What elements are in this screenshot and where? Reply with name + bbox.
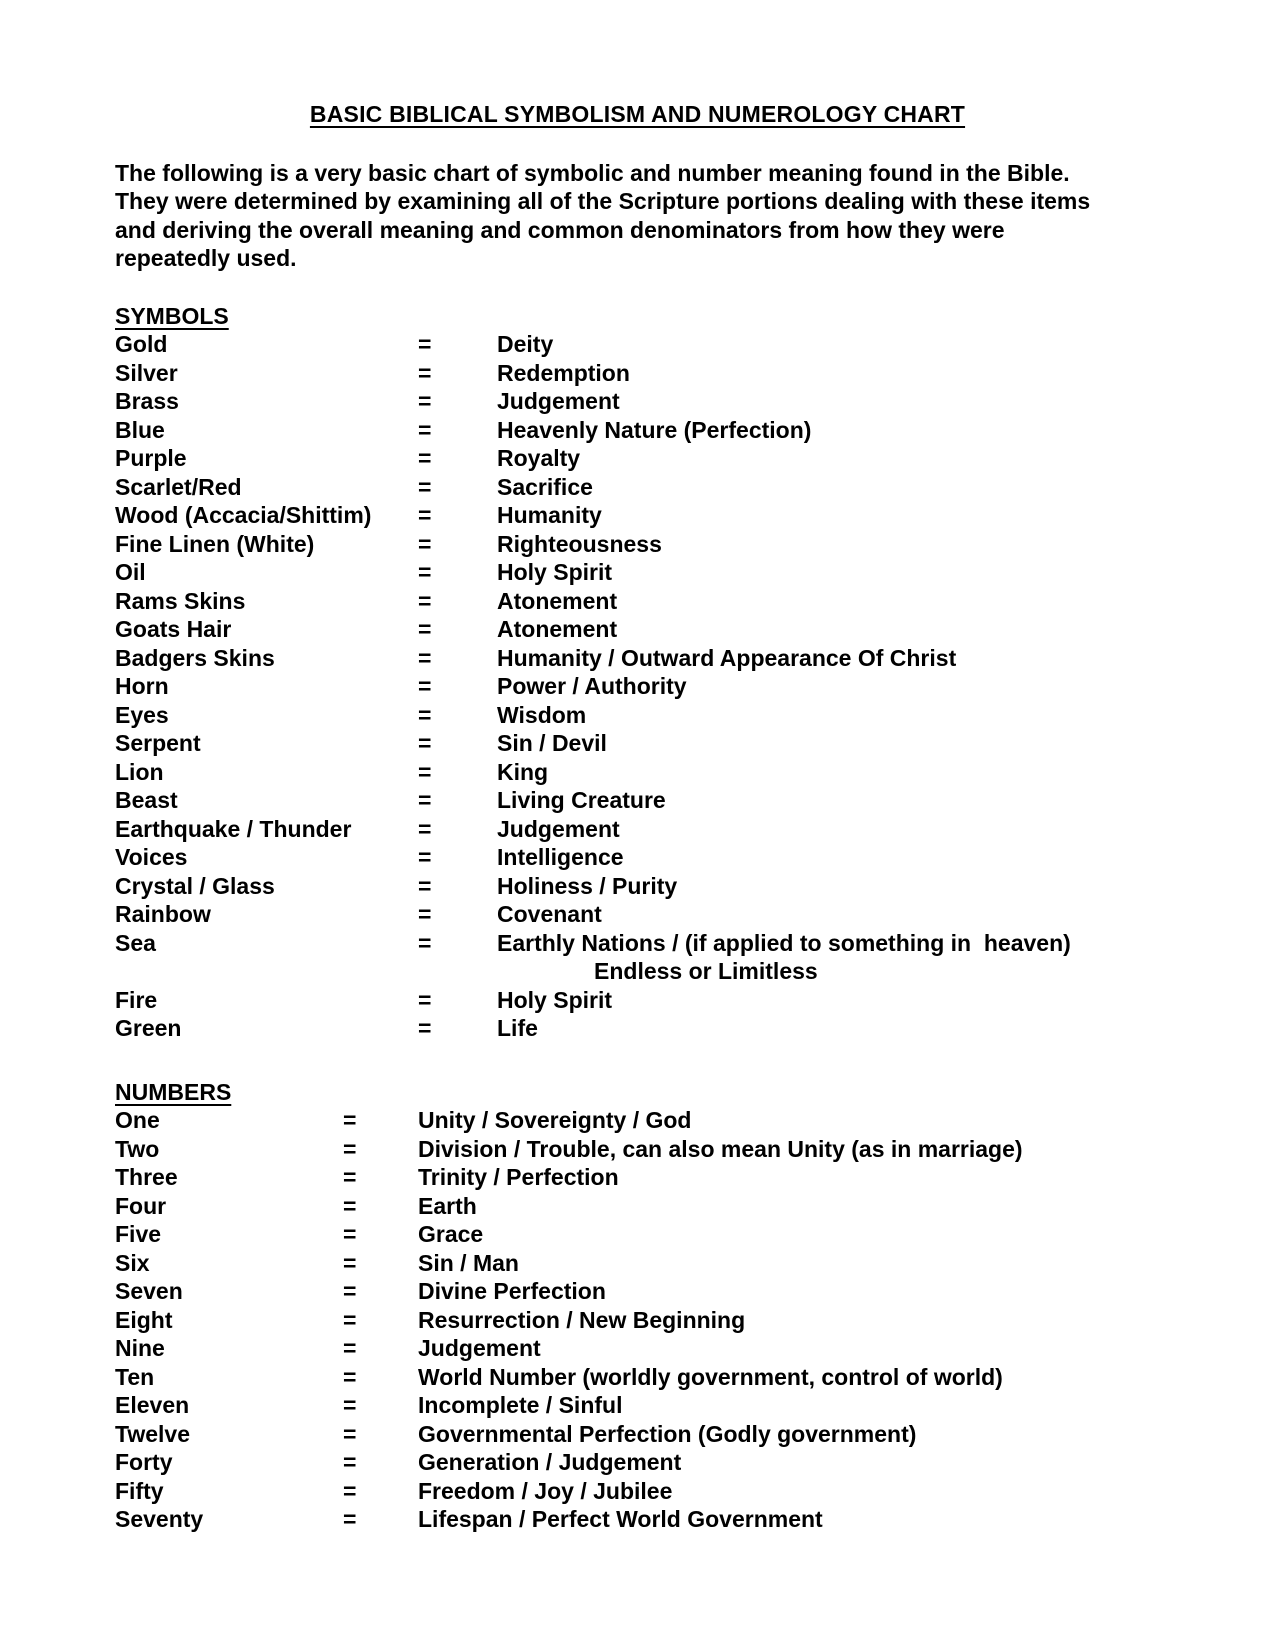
term-cell: Four xyxy=(115,1192,167,1219)
meaning-text: Holy Spirit xyxy=(497,559,613,585)
term-cell: Fine Linen (White) xyxy=(115,530,315,557)
meaning-cell xyxy=(497,701,1225,730)
table-row xyxy=(115,986,1225,1015)
symbols-table xyxy=(115,330,1225,1043)
meaning-cell xyxy=(497,672,1225,701)
table-row xyxy=(115,387,1225,416)
meaning-text: Freedom / Joy / Jubilee xyxy=(418,1477,673,1504)
term-cell: Crystal / Glass xyxy=(115,872,275,899)
meaning-cell xyxy=(497,359,1225,388)
term-cell: Earthquake / Thunder xyxy=(115,815,352,842)
meaning-cell xyxy=(418,1334,1225,1363)
meaning-text: Righteousness xyxy=(497,530,662,557)
equals-sign: = xyxy=(418,530,432,557)
term-cell: Six xyxy=(115,1249,150,1276)
equals-sign: = xyxy=(418,844,432,870)
table-row xyxy=(115,1420,1225,1449)
equals-sign: = xyxy=(418,445,432,471)
meaning-text: Deity xyxy=(497,331,554,357)
meaning-cell xyxy=(418,1391,1225,1420)
meaning-cell xyxy=(497,786,1225,815)
meaning-cell xyxy=(418,1363,1225,1392)
term-cell: Oil xyxy=(115,559,146,585)
term-cell: Twelve xyxy=(115,1420,190,1447)
meaning-cell xyxy=(418,1163,1225,1192)
term-cell: Badgers Skins xyxy=(115,644,275,671)
equals-sign: = xyxy=(418,644,432,671)
table-row xyxy=(115,587,1225,616)
table-row xyxy=(115,1106,1225,1135)
page-title: BASIC BIBLICAL SYMBOLISM AND NUMEROLOGY CHART xyxy=(309,101,966,127)
term-cell: Fire xyxy=(115,986,158,1013)
intro-line: They were determined by examining all of the Scripture portions dealing with these items xyxy=(115,188,1091,214)
intro-line: The following is a very basic chart of symbolic and number meaning found in the Bible. xyxy=(115,159,1070,186)
equals-sign: = xyxy=(418,416,432,443)
equals-sign: = xyxy=(418,473,432,500)
table-row xyxy=(115,530,1225,559)
term-cell: Voices xyxy=(115,844,188,870)
table-row xyxy=(115,843,1225,872)
table-row xyxy=(115,1014,1225,1043)
meaning-text: Sin / Devil xyxy=(497,730,607,756)
term-cell: One xyxy=(115,1107,160,1133)
meaning-cell xyxy=(418,1192,1225,1221)
meaning-text: Humanity xyxy=(497,502,602,528)
meaning-cell xyxy=(497,530,1225,559)
table-row xyxy=(115,330,1225,359)
equals-sign: = xyxy=(418,787,432,813)
equals-sign: = xyxy=(343,1278,357,1304)
equals-sign: = xyxy=(343,1420,357,1447)
meaning-cell xyxy=(497,872,1225,901)
table-row xyxy=(115,644,1225,673)
meaning-text: Atonement xyxy=(497,616,618,642)
term-cell: Horn xyxy=(115,673,169,699)
table-row xyxy=(115,1334,1225,1363)
equals-sign: = xyxy=(418,986,432,1013)
term-cell: Seven xyxy=(115,1278,183,1304)
meaning-cell xyxy=(418,1505,1225,1534)
equals-sign: = xyxy=(343,1506,357,1532)
table-row xyxy=(115,672,1225,701)
meaning-text: Judgement xyxy=(497,815,620,842)
meaning-text: Trinity / Perfection xyxy=(418,1164,619,1190)
meaning-cell xyxy=(497,729,1225,758)
equals-sign: = xyxy=(418,388,432,414)
equals-sign: = xyxy=(418,758,432,785)
meaning-text: Heavenly Nature (Perfection) xyxy=(497,416,812,443)
meaning-text: Judgement xyxy=(418,1335,541,1361)
term-cell: Nine xyxy=(115,1335,165,1361)
term-cell: Purple xyxy=(115,445,187,471)
meaning-cell xyxy=(418,1220,1225,1249)
meaning-text: Holiness / Purity xyxy=(497,872,678,899)
equals-sign: = xyxy=(418,587,432,614)
meaning-text: Unity / Sovereignty / God xyxy=(418,1107,692,1133)
term-cell: Eleven xyxy=(115,1392,190,1418)
meaning-text: Life xyxy=(497,1015,538,1041)
term-cell: Seventy xyxy=(115,1506,204,1532)
meaning-cell xyxy=(497,330,1225,359)
table-row xyxy=(115,729,1225,758)
meaning-text: Power / Authority xyxy=(497,673,687,699)
meaning-cell xyxy=(497,929,1225,986)
meaning-text: Resurrection / New Beginning xyxy=(418,1306,746,1333)
meaning-text: Intelligence xyxy=(497,844,624,870)
term-cell: Rainbow xyxy=(115,901,211,927)
table-row xyxy=(115,929,1225,986)
equals-sign: = xyxy=(343,1192,357,1219)
meaning-text: Holy Spirit xyxy=(497,986,613,1013)
meaning-text: Governmental Perfection (Godly government) xyxy=(418,1420,917,1447)
table-row xyxy=(115,558,1225,587)
table-row xyxy=(115,1163,1225,1192)
table-row xyxy=(115,872,1225,901)
table-row xyxy=(115,701,1225,730)
symbols-section xyxy=(115,302,1225,1043)
meaning-cell xyxy=(497,615,1225,644)
meaning-cell xyxy=(497,587,1225,616)
term-cell: Ten xyxy=(115,1363,155,1390)
meaning-cell xyxy=(418,1448,1225,1477)
table-row xyxy=(115,473,1225,502)
meaning-cell xyxy=(418,1420,1225,1449)
intro-line: repeatedly used. xyxy=(115,245,297,271)
meaning-cell xyxy=(497,900,1225,929)
equals-sign: = xyxy=(418,673,432,699)
equals-sign: = xyxy=(418,1015,432,1041)
meaning-text: Covenant xyxy=(497,901,602,927)
equals-sign: = xyxy=(418,502,432,528)
equals-sign: = xyxy=(418,730,432,756)
meaning-text: Earthly Nations / (if applied to something in heaven) xyxy=(497,929,1071,956)
meaning-text: Divine Perfection xyxy=(418,1278,606,1304)
equals-sign: = xyxy=(343,1449,357,1475)
equals-sign: = xyxy=(418,815,432,842)
meaning-text: Grace xyxy=(418,1221,484,1247)
numbers-table xyxy=(115,1106,1225,1534)
meaning-cell xyxy=(497,644,1225,673)
equals-sign: = xyxy=(418,901,432,927)
equals-sign: = xyxy=(343,1335,357,1361)
intro-paragraph xyxy=(115,159,1225,273)
equals-sign: = xyxy=(343,1135,357,1162)
table-row xyxy=(115,1448,1225,1477)
table-row xyxy=(115,1192,1225,1221)
meaning-text: Redemption xyxy=(497,359,630,386)
table-row xyxy=(115,815,1225,844)
equals-sign: = xyxy=(418,701,432,728)
term-cell: Gold xyxy=(115,331,168,357)
meaning-cell xyxy=(497,473,1225,502)
meaning-cell xyxy=(418,1306,1225,1335)
table-row xyxy=(115,1363,1225,1392)
term-cell: Blue xyxy=(115,416,165,443)
numbers-section xyxy=(115,1078,1225,1534)
equals-sign: = xyxy=(418,616,432,642)
meaning-cell xyxy=(497,843,1225,872)
term-cell: Brass xyxy=(115,388,179,414)
page-content xyxy=(0,159,1275,1534)
equals-sign: = xyxy=(343,1363,357,1390)
meaning-text: Sin / Man xyxy=(418,1249,519,1276)
meaning-text: Division / Trouble, can also mean Unity (as in marriage) xyxy=(418,1135,1023,1162)
equals-sign: = xyxy=(343,1306,357,1333)
table-row xyxy=(115,1220,1225,1249)
meaning-text: King xyxy=(497,758,549,785)
table-row xyxy=(115,444,1225,473)
table-row xyxy=(115,615,1225,644)
meaning-text: Lifespan / Perfect World Government xyxy=(418,1506,823,1532)
meaning-text: Generation / Judgement xyxy=(418,1449,682,1475)
table-row xyxy=(115,416,1225,445)
term-cell: Goats Hair xyxy=(115,616,232,642)
meaning-cell xyxy=(497,444,1225,473)
term-cell: Beast xyxy=(115,787,178,813)
equals-sign: = xyxy=(343,1249,357,1276)
table-row xyxy=(115,501,1225,530)
meaning-cell xyxy=(497,1014,1225,1043)
meaning-cell xyxy=(497,815,1225,844)
meaning-text: Wisdom xyxy=(497,701,587,728)
meaning-cell xyxy=(418,1249,1225,1278)
table-row xyxy=(115,758,1225,787)
term-cell: Lion xyxy=(115,758,164,785)
meaning-text: Earth xyxy=(418,1192,477,1219)
table-row xyxy=(115,359,1225,388)
term-cell: Fifty xyxy=(115,1477,164,1504)
term-cell: Five xyxy=(115,1221,162,1247)
term-cell: Forty xyxy=(115,1449,173,1475)
meaning-cell xyxy=(497,416,1225,445)
term-cell: Serpent xyxy=(115,730,201,756)
meaning-text: Humanity / Outward Appearance Of Christ xyxy=(497,644,957,671)
meaning-cell xyxy=(418,1477,1225,1506)
equals-sign: = xyxy=(418,359,432,386)
equals-sign: = xyxy=(418,331,432,357)
equals-sign: = xyxy=(343,1107,357,1133)
meaning-text: Royalty xyxy=(497,445,581,471)
term-cell: Two xyxy=(115,1135,160,1162)
table-row xyxy=(115,786,1225,815)
meaning-text: Atonement xyxy=(497,587,618,614)
term-cell: Wood (Accacia/Shittim) xyxy=(115,502,372,528)
intro-line: and deriving the overall meaning and common denominators from how they were xyxy=(115,216,1005,243)
meaning-text: Incomplete / Sinful xyxy=(418,1392,623,1418)
meaning-cell xyxy=(418,1106,1225,1135)
meaning-text: World Number (worldly government, control of world) xyxy=(418,1363,1003,1390)
table-row xyxy=(115,1505,1225,1534)
term-cell: Green xyxy=(115,1015,182,1041)
table-row xyxy=(115,1306,1225,1335)
table-row xyxy=(115,900,1225,929)
table-row xyxy=(115,1277,1225,1306)
symbols-heading: SYMBOLS xyxy=(115,302,229,329)
equals-sign: = xyxy=(418,559,432,585)
term-cell: Silver xyxy=(115,359,178,386)
term-cell: Eyes xyxy=(115,701,169,728)
meaning-cell xyxy=(497,758,1225,787)
equals-sign: = xyxy=(343,1164,357,1190)
equals-sign: = xyxy=(418,929,432,956)
table-row xyxy=(115,1477,1225,1506)
equals-sign: = xyxy=(343,1477,357,1504)
meaning-text: Sacrifice xyxy=(497,473,593,500)
numbers-heading: NUMBERS xyxy=(115,1078,232,1105)
term-cell: Scarlet/Red xyxy=(115,473,242,500)
table-row xyxy=(115,1249,1225,1278)
meaning-cell xyxy=(418,1277,1225,1306)
meaning-cell xyxy=(418,1135,1225,1164)
term-cell: Eight xyxy=(115,1306,173,1333)
equals-sign: = xyxy=(343,1392,357,1418)
meaning-cell xyxy=(497,986,1225,1015)
meaning-continuation: Endless or Limitless xyxy=(594,958,818,984)
meaning-text: Living Creature xyxy=(497,787,666,813)
meaning-cell xyxy=(497,501,1225,530)
meaning-cell xyxy=(497,387,1225,416)
equals-sign: = xyxy=(343,1221,357,1247)
table-row xyxy=(115,1135,1225,1164)
term-cell: Rams Skins xyxy=(115,587,246,614)
term-cell: Sea xyxy=(115,929,156,956)
equals-sign: = xyxy=(418,872,432,899)
meaning-text: Judgement xyxy=(497,388,620,414)
term-cell: Three xyxy=(115,1164,178,1190)
table-row xyxy=(115,1391,1225,1420)
meaning-cell xyxy=(497,558,1225,587)
